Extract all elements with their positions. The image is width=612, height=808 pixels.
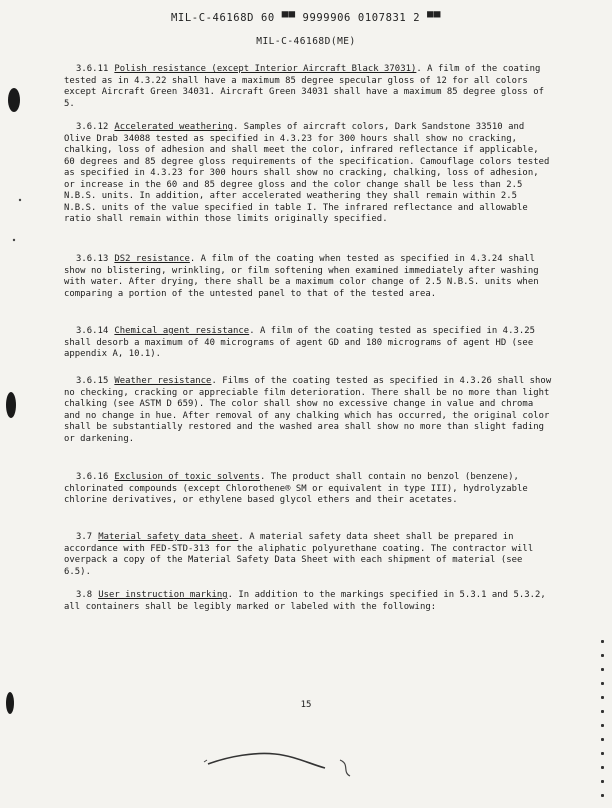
section-number: 3.6.11 — [76, 64, 109, 74]
section-text: . A film of the coating tested as specified in 4.3.25 shall desorb a maximum of 40 micrograms of agent GD and 180 micrograms of agent HD (see appendix A, 10.1). — [64, 326, 536, 359]
section-title: Accelerated weathering — [114, 122, 234, 132]
section-3-6-11 — [64, 64, 554, 110]
section-title: Material safety data sheet — [98, 532, 239, 542]
section-number: 3.6.13 — [76, 254, 109, 264]
punch-hole-mark-top — [6, 86, 22, 114]
section-number: 3.6.12 — [76, 122, 109, 132]
section-number: 3.6.14 — [76, 326, 109, 336]
section-title: Weather resistance — [114, 376, 212, 386]
section-number: 3.8 — [76, 590, 93, 600]
section-3-6-15 — [64, 376, 554, 445]
section-number: 3.7 — [76, 532, 93, 542]
punch-hole-mark-bottom — [5, 690, 15, 716]
section-text: . A film of the coating when tested as specified in 4.3.24 shall show no blistering, wrinkling, or film softening when examined immediately after washing with water. After drying, there shall be a maximum color change of 2.5 N.B.S. units when comparing a portion of the untested panel to that of the tested area. — [64, 254, 539, 299]
section-text: . A material safety data sheet shall be prepared in accordance with FED-STD-313 for the aliphatic polyurethane coating. The contractor will overpack a copy of the Material Safety Data Sheet with each shipment of material (see 6.5). — [64, 532, 534, 577]
page-number: 15 — [300, 700, 312, 710]
section-3-6-14 — [64, 326, 554, 361]
section-text: . A film of the coating tested as in 4.3.22 shall have a maximum 85 degree specular gloss of 12 for all colors except Aircraft Green 34031. Aircraft Green 34031 shall have a maximum 85 degree gloss of 5. — [64, 64, 544, 109]
section-text: . Samples of aircraft colors, Dark Sandstone 33510 and Olive Drab 34088 tested as specified in 4.3.23 for 300 hours shall show no cracking, chalking, loss of adhesion and shall meet the color, infrared reflectance if applicable, 60 degrees and 85 degree gloss requirements of the specification. Camouflage colors tested as specified in 4.3.23 for 300 hours shall show no cracking, chalking, loss of adhesion, or increase in the 60 and 85 degree gloss and the color change shall be less than 2.5 N.B.S. units. In addition, after accelerated weathering they shall remain within 2.5 N.B.S. units of the value specified in table I. The infrared reflectance and allowable ratio shall remain within those limits originally specified. — [64, 122, 550, 224]
section-3-7 — [64, 532, 554, 578]
speck-mark — [18, 198, 22, 202]
punch-hole-mark-middle — [4, 390, 18, 420]
section-3-6-12 — [64, 122, 554, 226]
section-title: User instruction marking — [98, 590, 228, 600]
section-number: 3.6.15 — [76, 376, 109, 386]
section-text: . The product shall contain no benzol (benzene), chlorinated compounds (except Chlorothene® SM or equivalent in type III), hydrolyzable chlorine derivatives, or ethylene based glycol ethers and their acetates. — [64, 472, 528, 505]
section-3-6-16 — [64, 472, 554, 507]
section-3-8 — [64, 590, 554, 613]
section-title: Polish resistance (except Interior Aircraft Black 37031) — [114, 64, 417, 74]
section-3-6-13 — [64, 254, 554, 300]
speck-mark — [12, 238, 16, 242]
section-title: DS2 resistance — [114, 254, 190, 264]
section-number: 3.6.16 — [76, 472, 109, 482]
handwritten-scribble-mark — [200, 742, 360, 782]
document-header-spec: MIL-C-46168D(ME) — [256, 36, 356, 47]
section-title: Chemical agent resistance — [114, 326, 250, 336]
document-header-code: MIL-C-46168D 60 ▀▀ 9999906 0107831 2 ▀▀ — [171, 12, 441, 24]
section-title: Exclusion of toxic solvents — [114, 472, 260, 482]
section-text: . In addition to the markings specified in 5.3.1 and 5.3.2, all containers shall be legibly marked or labeled with the following: — [64, 590, 546, 612]
edge-scan-dots — [601, 640, 607, 808]
section-text: . Films of the coating tested as specified in 4.3.26 shall show no checking, cracking or appreciable film deterioration. There shall be no more than light chalking (see ASTM D 659). The color shall show no excessive change in value and chroma and no change in hue. After removal of any chalking which has occurred, the original color shall be substantially restored and the washed area shall show no more than slight fading or darkening. — [64, 376, 552, 444]
